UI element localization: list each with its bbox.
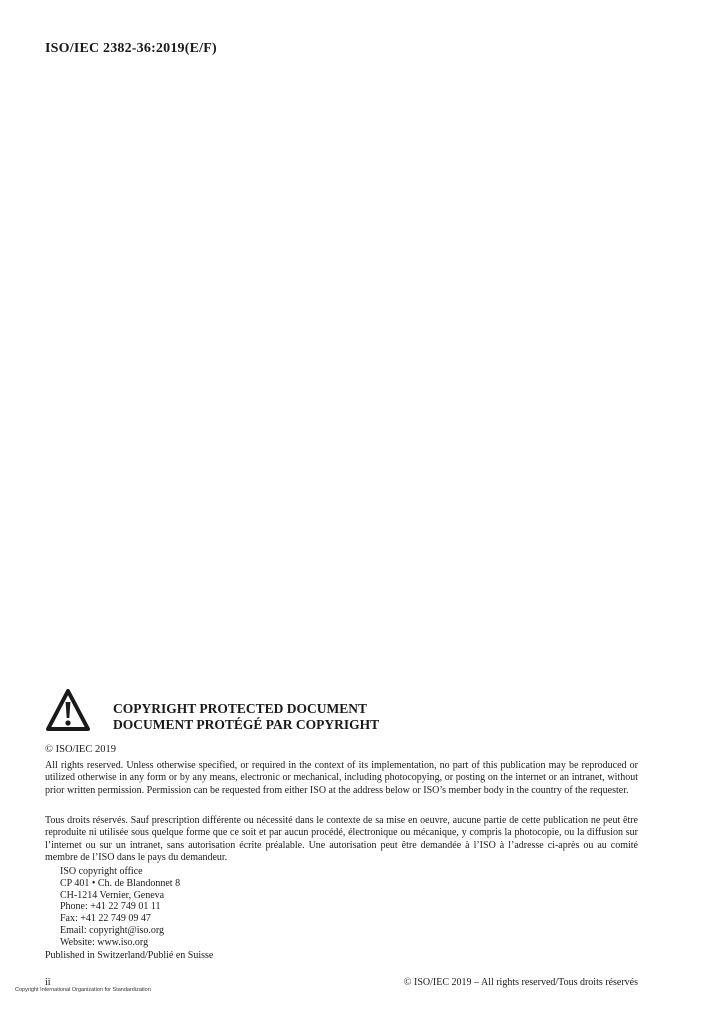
address-email: Email: copyright@iso.org: [60, 924, 165, 936]
page-number: ii: [45, 977, 51, 988]
address-street: CP 401 • Ch. de Blandonnet 8: [60, 877, 181, 889]
rights-paragraph-en: All rights reserved. Unless otherwise specified, or required in the context of its implementation, no part of this publication may be reproduced or utilized otherwise in any form or by any means, electronic or mechanical, including photocopying, or posting on the internet or an intranet, without prior written permission. Permission can be requested from either ISO at the address below or ISO’s member body in the country of the requester.: [45, 760, 638, 796]
footer-rights: © ISO/IEC 2019 – All rights reserved/Tous droits réservés: [403, 977, 638, 988]
address-city: CH-1214 Vernier, Geneva: [60, 889, 165, 901]
licensee-watermark: Copyright International Organization for Standardization: [15, 987, 151, 993]
warning-triangle-icon: [45, 688, 91, 732]
copyright-notice: [45, 688, 645, 736]
iso-address-block: [60, 866, 180, 949]
address-website: Website: www.iso.org: [60, 936, 149, 948]
document-id-header: ISO/IEC 2382-36:2019(E/F): [45, 41, 217, 56]
published-statement: Published in Switzerland/Publié en Suisse: [45, 950, 214, 961]
address-fax: Fax: +41 22 749 09 47: [60, 913, 151, 925]
notice-title-en: COPYRIGHT PROTECTED DOCUMENT: [113, 701, 368, 716]
address-office: ISO copyright office: [60, 866, 143, 877]
rights-paragraph-fr: Tous droits réservés. Sauf prescription différente ou nécessité dans le contexte de sa mise en oeuvre, aucune partie de cette publication ne peut être reproduite ni utilisée sous quelque forme que ce soit et par aucun procédé, électronique ou mécanique, y compris la photocopie, ou la diffusion sur l’internet ou sur un intranet, sans autorisation écrite préalable. Une autorisation peut être demandée à l’ISO à l’adresse ci-après ou au comité membre de l’ISO dans le pays du demandeur.: [45, 815, 638, 864]
notice-title-fr: DOCUMENT PROTÉGÉ PAR COPYRIGHT: [113, 717, 380, 732]
address-phone: Phone: +41 22 749 01 11: [60, 901, 161, 913]
copyright-statement: © ISO/IEC 2019: [45, 744, 116, 755]
